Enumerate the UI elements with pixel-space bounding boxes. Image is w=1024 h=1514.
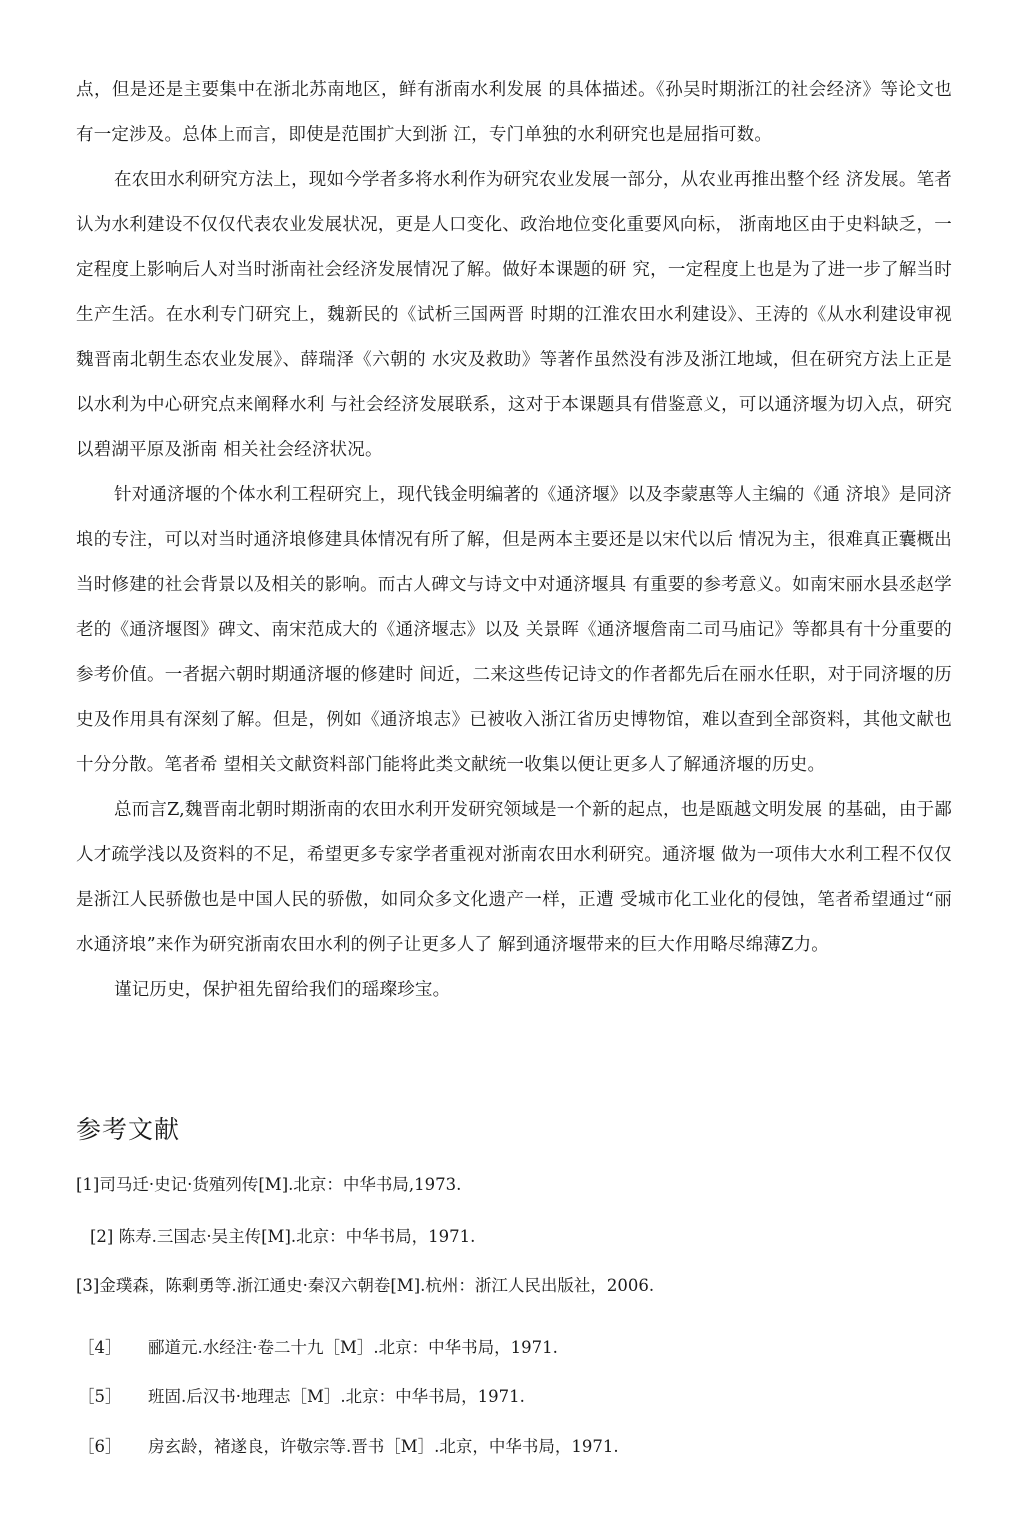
reference-text: 班固.后汉书·地理志［M］.北京：中华书局，1971.: [148, 1387, 525, 1406]
reference-item-1: [76, 1171, 461, 1195]
paragraph-4: 总而言Z,魏晋南北朝时期浙南的农田水利开发研究领域是一个新的起点，也是瓯越文明发展 的基础，由于鄙人才疏学浅以及资料的不足，希望更多专家学者重视对浙南农田水利研究。通济堰 做为一项伟大水利工程不仅仅是浙江人民骄傲也是中国人民的骄傲，如同众多文化遗产一样，正遭 受城市化工业化的侵蚀，笔者希望通过“丽水通济埌”来作为研究浙南农田水利的例子让更多人了 解到通济堰带来的巨大作用略尽绵薄Z力。: [76, 800, 952, 955]
reference-text: 房玄龄，褚遂良，许敬宗等.晋书［M］.北京，中华书局，1971.: [148, 1437, 619, 1456]
reference-text: 金璞森，陈剩勇等.浙江通史·秦汉六朝卷[M].杭州：浙江人民出版社，2006.: [99, 1276, 655, 1295]
paragraph-3: 针对通济堰的个体水利工程研究上，现代钱金明编著的《通济堰》以及李蒙惠等人主编的《通 济埌》是同济埌的专注，可以对当时通济埌修建具体情况有所了解，但是两本主要还是以宋代以后 情况为主，很难真正囊概出当时修建的社会背景以及相关的影响。而古人碑文与诗文中对通济堰具 有重要的参考意义。如南宋丽水县丞赵学老的《通济堰图》碑文、南宋范成大的《通济堰志》以及 关景晖《通济堰詹南二司马庙记》等都具有十分重要的参考价值。一者据六朝时期通济堰的修建时 间近，二来这些传记诗文的作者都先后在丽水任职，对于同济堰的历史及作用具有深刻了解。但是，例如《通济埌志》已被收入浙江省历史博物馆，难以查到全部资料，其他文献也十分分散。笔者希 望相关文献资料部门能将此类文献统一收集以便让更多人了解通济堰的历史。: [76, 485, 952, 775]
reference-item-6: [78, 1433, 619, 1457]
reference-item-2: [90, 1223, 475, 1247]
paragraph-1: 点，但是还是主要集中在浙北苏南地区，鲜有浙南水利发展 的具体描述。《孙吴时期浙江的社会经济》等论文也有一定涉及。总体上而言，即使是范围扩大到浙 江，专门单独的水利研究也是屈指可数。: [76, 80, 952, 145]
references-heading: 参考文献: [76, 1115, 181, 1144]
reference-number: [1]: [76, 1175, 100, 1194]
reference-item-4: [78, 1334, 558, 1358]
paragraph-2: 在农田水利研究方法上，现如今学者多将水利作为研究农业发展一部分，从农业再推出整个经 济发展。笔者认为水利建设不仅仅代表农业发展状况，更是人口变化、政治地位变化重要风向标， 浙南地区由于史料缺乏，一定程度上影响后人对当时浙南社会经济发展情况了解。做好本课题的研 究，一定程度上也是为了进一步了解当时生产生活。在水利专门研究上，魏新民的《试析三国两晋 时期的江淮农田水利建设》、王涛的《从水利建设审视魏晋南北朝生态农业发展》、薛瑞泽《六朝的 水灾及救助》等著作虽然没有涉及浙江地域，但在研究方法上正是以水利为中心研究点来阐释水利 与社会经济发展联系，这对于本课题具有借鉴意义，可以通济堰为切入点，研究以碧湖平原及浙南 相关社会经济状况。: [76, 170, 952, 460]
reference-number: ［4］: [78, 1338, 122, 1357]
reference-item-3: [76, 1272, 654, 1296]
body-text: [76, 68, 952, 1013]
paragraph-5: 谨记历史，保护祖先留给我们的瑶璨珍宝。: [114, 980, 451, 1000]
reference-number: ［5］: [78, 1387, 122, 1406]
reference-item-5: [78, 1383, 525, 1407]
reference-number: [2]: [90, 1227, 114, 1246]
reference-number: ［6］: [78, 1437, 122, 1456]
reference-text: 郦道元.水经注·卷二十九［M］.北京：中华书局，1971.: [148, 1338, 558, 1357]
reference-text: 司马迁·史记·货殖列传[M].北京：中华书局,1973.: [99, 1175, 462, 1194]
reference-text: 陈寿.三国志·吴主传[M].北京：中华书局，1971.: [113, 1227, 476, 1246]
reference-number: [3]: [76, 1276, 100, 1295]
